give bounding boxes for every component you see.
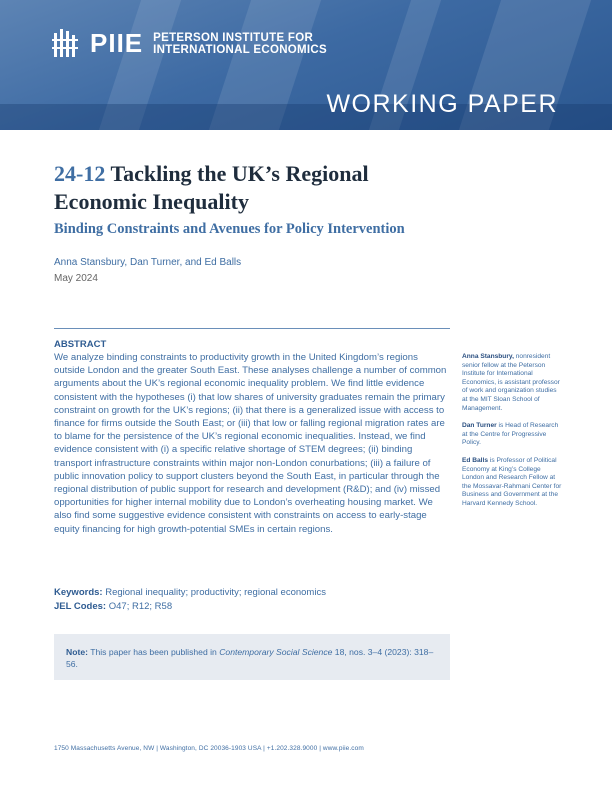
paper-title xyxy=(54,160,474,216)
note-text xyxy=(66,646,436,670)
note-journal: Contemporary Social Science xyxy=(219,647,333,657)
bio-text: is Head of Research at the Centre for Progressive Policy. xyxy=(462,422,559,447)
paper-subtitle: Binding Constraints and Avenues for Policy Intervention xyxy=(54,221,405,237)
building-icon xyxy=(52,29,82,59)
bio-name: Dan Turner xyxy=(462,422,497,430)
title-line-1: Tackling the UK’s Regional xyxy=(110,161,369,186)
jel-label: JEL Codes: xyxy=(54,601,107,612)
bio-name: Anna Stansbury, xyxy=(462,353,514,360)
paper-date: May 2024 xyxy=(54,273,98,284)
note-label: Note: xyxy=(66,647,88,657)
bio-text: nonresident senior fellow at the Peterson Institute for International Economics, is assistant professor of work and organization studies at the MIT Sloan School of Management. xyxy=(462,353,560,412)
bio-name: Ed Balls xyxy=(462,456,489,464)
jel-codes xyxy=(54,601,172,612)
footer-address: 1750 Massachusetts Avenue, NW | Washington, DC 20036-1903 USA | +1.202.328.9000 | www.piie.com xyxy=(54,745,364,752)
jel-value: O47; R12; R58 xyxy=(106,601,173,612)
abstract-heading: ABSTRACT xyxy=(54,339,107,350)
note-post: 18, nos. 3–4 (2023): 318–56. xyxy=(66,647,434,669)
paper-authors: Anna Stansbury, Dan Turner, and Ed Balls xyxy=(54,257,242,268)
keywords-label: Keywords: xyxy=(54,587,103,598)
publication-note xyxy=(54,634,450,680)
logo-line-1: PETERSON INSTITUTE FOR xyxy=(153,31,314,44)
divider xyxy=(54,328,450,329)
working-paper-label: WORKING PAPER xyxy=(326,90,558,118)
bio-text: is Professor of Political Economy at King’s College London and Research Fellow at the Mossavar-Rahmani Center for Business and Government at the Harvard Kennedy School. xyxy=(462,456,562,507)
bio-stansbury xyxy=(462,353,562,413)
header-banner xyxy=(0,0,612,130)
logo-name xyxy=(153,32,327,56)
keywords-value: Regional inequality; productivity; regional economics xyxy=(102,587,326,598)
author-bios xyxy=(462,353,562,518)
logo-line-2: INTERNATIONAL ECONOMICS xyxy=(153,43,328,56)
logo-abbreviation: PIIE xyxy=(90,28,144,58)
title-line-2: Economic Inequality xyxy=(54,189,249,214)
piie-logo xyxy=(52,28,327,59)
note-pre: This paper has been published in xyxy=(87,647,220,657)
abstract-body: We analyze binding constraints to productivity growth in the United Kingdom’s regions outside London and the greater South East. These analyses challenge a number of common arguments about the UK’s regional economic inequality problem. We find little evidence consistent with the hypotheses (i) that low shares of university graduates remain the primary constraint on growth for the UK’s regions; (ii) that there is a generalized issue with access to finance for firms outside the South East; or (iii) that low or falling regional migration rates are to blame for the persistence of the UK’s regional economic inequalities. Instead, we find evidence consistent with (i) a specific relative shortage of STEM degrees; (ii) binding transport infrastructure constraints within major non-London conurbations; (iii) a failure of public innovation policy to support clusters beyond the South East, in particular through the regional distribution of public support for research and development (R&D); and (iv) missed opportunities for higher internal mobility due to London’s overheating housing market. We also find some suggestive evidence consistent with constraints on access to early-stage equity financing for high growth-potential SMEs in certain regions. xyxy=(54,352,447,535)
paper-number: 24-12 xyxy=(54,161,106,186)
keywords xyxy=(54,587,326,598)
bio-turner xyxy=(462,422,562,448)
bio-balls xyxy=(462,457,562,509)
